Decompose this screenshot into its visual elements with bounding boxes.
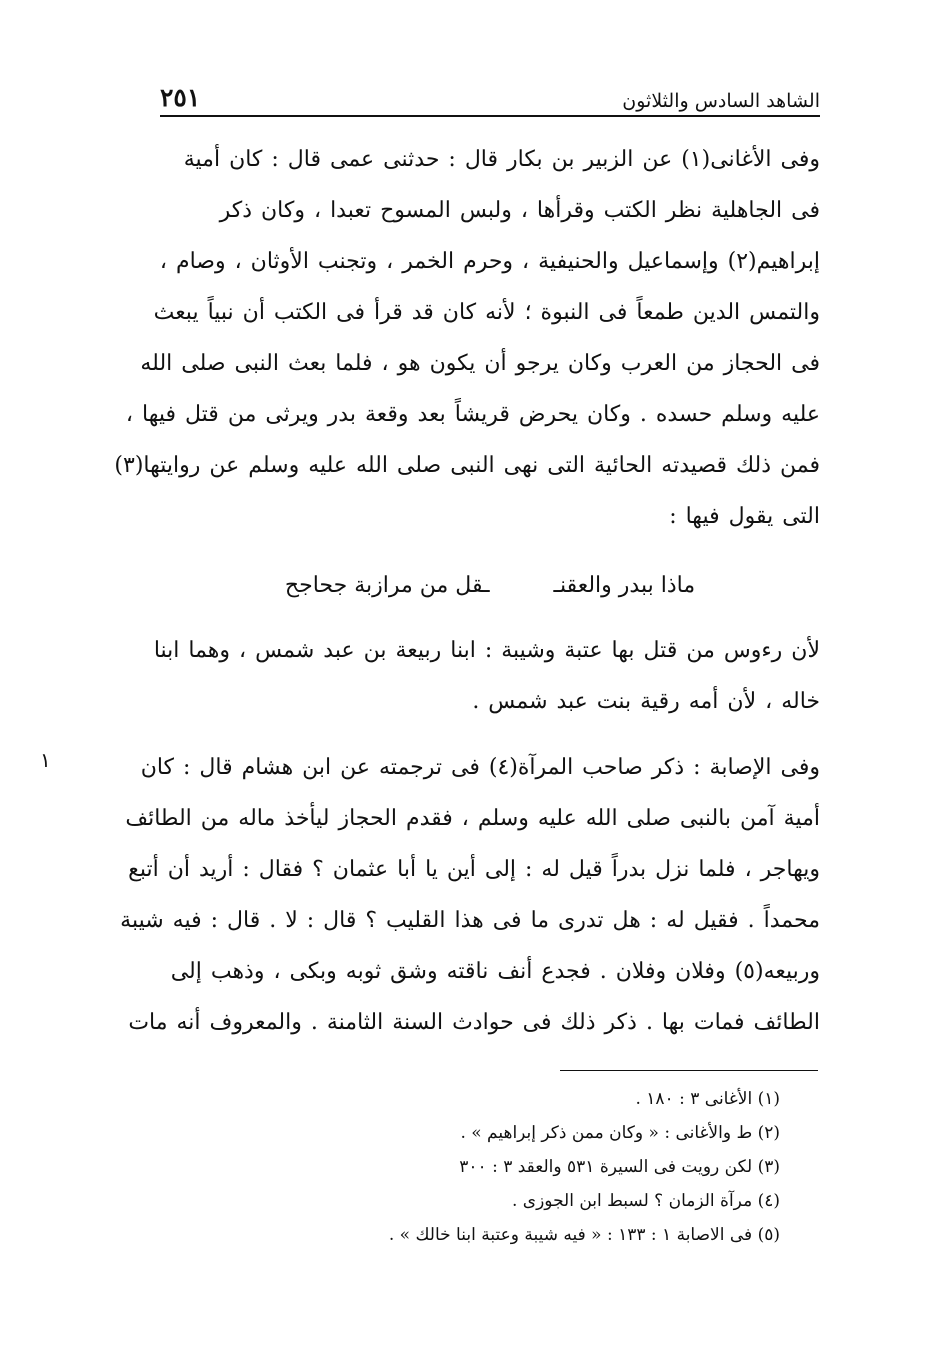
text-line: أمية آمن بالنبى صلى الله عليه وسلم ، فقدم الحجاز ليأخذ ماله من الطائف: [125, 806, 820, 831]
text-line: فى الحجاز من العرب وكان يرجو أن يكون هو ، فلما بعث النبى صلى الله: [140, 351, 820, 376]
text-line: إبراهيم(٢) وإسماعيل والحنيفية ، وحرم الخمر ، وتجنب الأوثان ، وصام ،: [159, 249, 820, 274]
footnote: (٣) لكن رويت فى السيرة ٥٣١ والعقد ٣ : ٣٠٠: [459, 1157, 780, 1177]
footnotes: [200, 1082, 780, 1252]
page-header: [160, 68, 820, 112]
page-number: ٢٥١: [160, 83, 201, 112]
header-rule: [160, 115, 820, 117]
footnote-rule: [560, 1070, 818, 1071]
running-title: الشاهد السادس والثلاثون: [622, 90, 820, 112]
text-line: وربيعه(٥) وفلان وفلان . فجدع أنف ناقته وشق ثوبه وبكى ، وذهب إلى: [170, 959, 820, 984]
footnote: (٤) مرآة الزمان ؟ لسبط ابن الجوزى .: [511, 1191, 780, 1211]
text-line: محمداً . فقيل له : هل تدرى ما فى هذا القليب ؟ قال : لا . قال : فيه شيبة: [120, 908, 820, 933]
text-line: لأن رءوس من قتل بها عتبة وشيبة : ابنا ربيعة بن عبد شمس ، وهما ابنا: [153, 638, 820, 663]
paragraph-explanation: [153, 625, 820, 727]
text-line: وفى الإصابة : ذكر صاحب المرآة(٤) فى ترجمته عن ابن هشام قال : كان: [140, 755, 820, 780]
text-line: الطائف فمات بها . ذكر ذلك فى حوادث السنة الثامنة . والمعروف أنه مات: [128, 1010, 820, 1035]
text-line: والتمس الدين طمعاً فى النبوة ؛ لأنه كان قد قرأ فى الكتب أن نبياً يبعث: [153, 300, 820, 325]
poem-verse: [160, 560, 820, 611]
footnote: (٢) ط والأغانى : « وكان ممن ذكر إبراهيم » .: [460, 1123, 780, 1143]
margin-mark: ١: [40, 748, 51, 772]
paragraph-aghani: [114, 134, 820, 542]
text-line: عليه وسلم حسده . وكان يحرض قريشاً بعد وقعة بدر ويرثى من قتل فيها ،: [125, 402, 820, 427]
verse-second-hemistich: ـقل من مرازبة جحاجح: [284, 573, 490, 598]
text-line: فى الجاهلية نظر الكتب وقرأها ، ولبس المسوح تعبدا ، وكان ذكر: [219, 198, 820, 223]
footnote: (٥) فى الاصابة ١ : ١٣٣ : « فيه شيبة وعتبة ابنا خالك » .: [388, 1225, 780, 1245]
paragraph-isaba: [120, 742, 820, 1048]
text-line: فمن ذلك قصيدته الحائية التى نهى النبى صلى الله عليه وسلم عن روايتها(٣): [114, 453, 820, 478]
text-line: ويهاجر ، فلما نزل بدراً قيل له : إلى أين يا أبا عثمان ؟ فقال : أريد أن أتبع: [128, 857, 820, 882]
text-line: خاله ، لأن أمه رقية بنت عبد شمس .: [472, 689, 820, 714]
verse-first-hemistich: ماذا ببدر والعقنـ: [553, 573, 696, 598]
text-line: التى يقول فيها :: [669, 504, 820, 529]
text-line: وفى الأغانى(١) عن الزبير بن بكار قال : حدثنى عمى قال : كان أمية: [183, 147, 820, 172]
footnote: (١) الأغانى ٣ : ١٨٠ .: [635, 1089, 780, 1109]
